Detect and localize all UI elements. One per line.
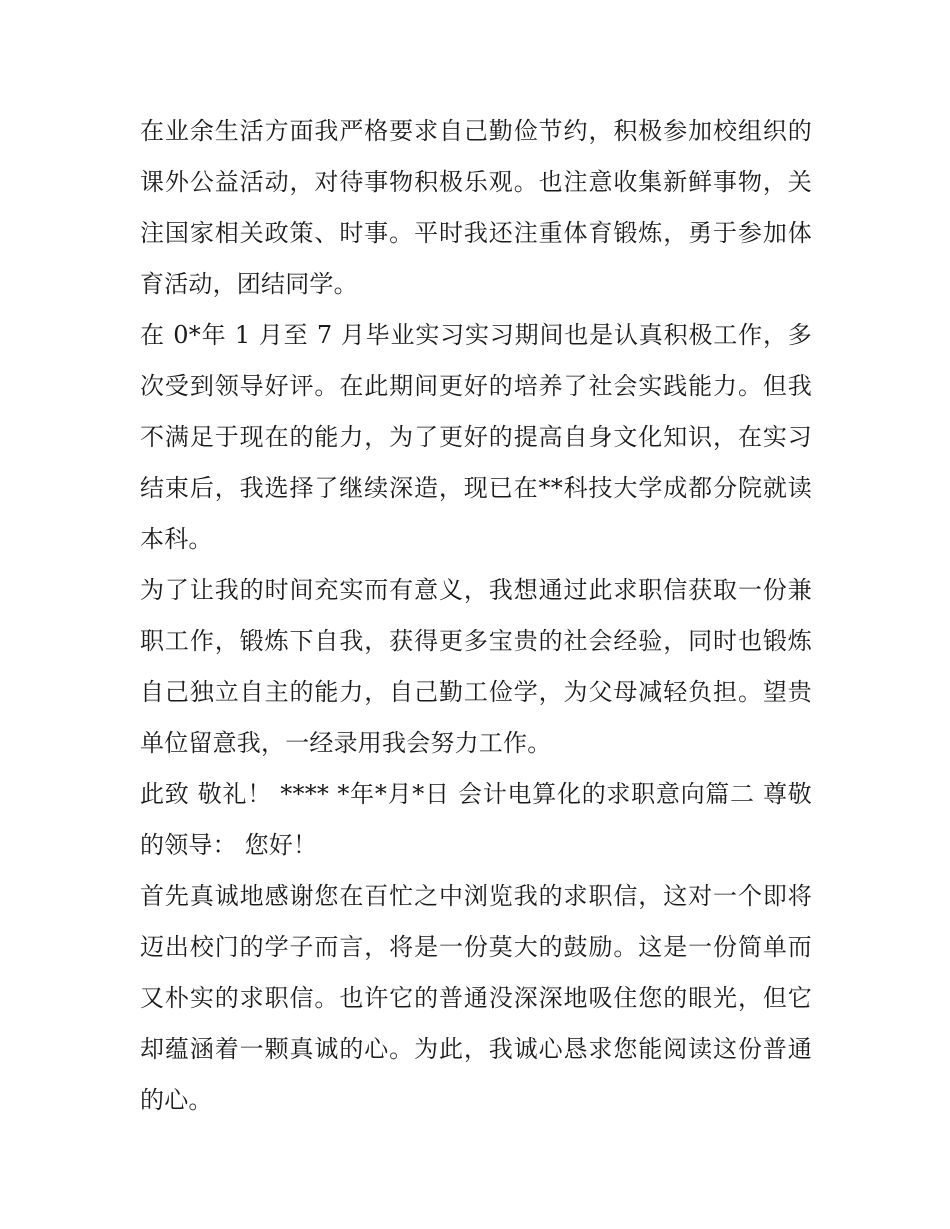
document-body [140, 106, 812, 1126]
paragraph-part-time-job: 为了让我的时间充实而有意义，我想通过此求职信获取一份兼职工作，锻炼下自我，获得更多宝贵的社会经验，同时也锻炼自己独立自主的能力，自己勤工俭学，为父母减轻负担。望贵单位留意我，一经录用我会努力工作。 [140, 576, 812, 757]
paragraph-internship: 在 0*年 1 月至 7 月毕业实习实习期间也是认真积极工作，多次受到领导好评。在此期间更好的培养了社会实践能力。但我不满足于现在的能力，为了更好的提高自身文化知识，在实习结束后，我选择了继续深造，现已在**科技大学成都分院就读本科。 [140, 321, 812, 553]
paragraph-introduction: 首先真诚地感谢您在百忙之中浏览我的求职信，这对一个即将迈出校门的学子而言，将是一份莫大的鼓励。这是一份简单而又朴实的求职信。也许它的普通没深深地吸住您的眼光，但它却蕴涵着一颗真诚的心。为此，我诚心恳求您能阅读这份普通的心。 [140, 882, 812, 1114]
paragraph-leisure-life: 在业余生活方面我严格要求自己勤俭节约，积极参加校组织的课外公益活动，对待事物积极乐观。也注意收集新鲜事物，关注国家相关政策、时事。平时我还注重体育锻炼，勇于参加体育活动，团结同学。 [140, 117, 812, 298]
paragraph-closing-and-salutation: 此致 敬礼！ **** *年*月*日 会计电算化的求职意向篇二 尊敬的领导： 您好！ [140, 780, 812, 859]
